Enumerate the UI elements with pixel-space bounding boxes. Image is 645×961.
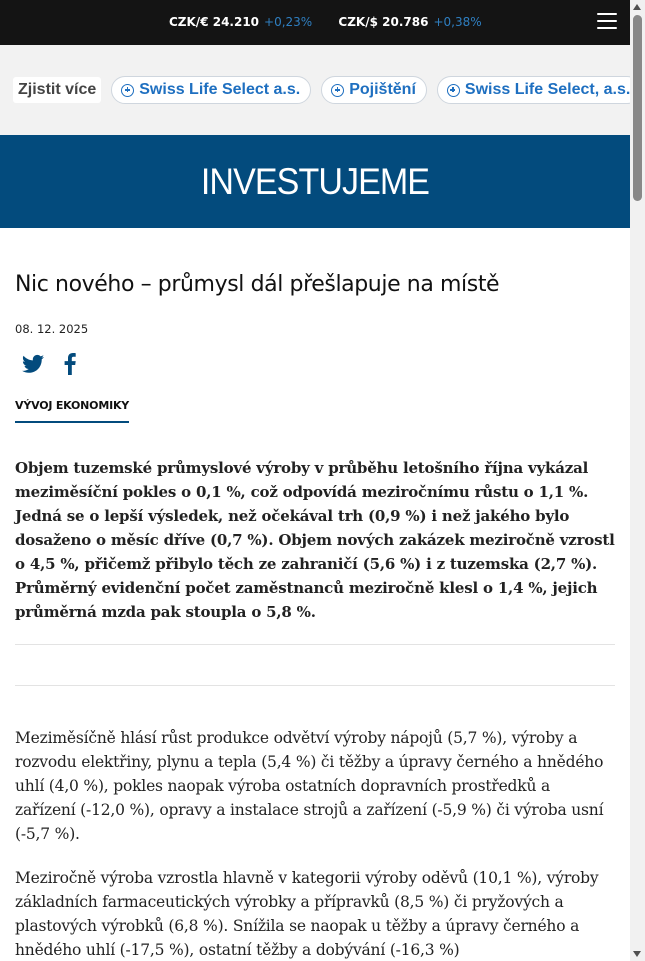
scroll-down-arrow-icon[interactable]: [633, 951, 641, 957]
divider: [15, 644, 615, 645]
plus-circle-icon: [331, 84, 344, 97]
quote-usd-change: +0,38%: [433, 15, 482, 29]
sponsored-link-pojisteni[interactable]: [321, 76, 427, 104]
sponsored-links-row: [13, 76, 630, 104]
article-paragraph: Meziměsíčně hlásí růst produkce odvětví výroby nápojů (5,7 %), výroby a rozvodu elektřiny, plynu a tepla (5,4 %) či těžby a úpravy černého a hnědého uhlí (4,0 %), pokles naopak výroba ostatních dopravních prostředků a zařízení (-12,0 %), opravy a instalace strojů a zařízení (-5,9 %) či výroba usní (-5,7 %).: [15, 729, 604, 843]
scroll-up-arrow-icon[interactable]: [633, 4, 641, 10]
sponsored-link-label: Swiss Life Select a.s.: [139, 81, 301, 98]
scrollbar-thumb[interactable]: [633, 15, 642, 201]
quote-eur[interactable]: [169, 15, 312, 29]
facebook-icon[interactable]: [64, 353, 76, 375]
twitter-icon[interactable]: [22, 354, 44, 374]
plus-circle-icon: [121, 84, 134, 97]
currency-quotes: [169, 15, 504, 29]
article-date: 08. 12. 2025: [15, 322, 89, 336]
sponsored-link-swiss-life-select[interactable]: [111, 76, 311, 104]
sponsored-link-swiss-life-select-as[interactable]: [437, 76, 630, 104]
quote-usd[interactable]: [338, 15, 481, 29]
learn-more-label: Zjistit více: [13, 77, 101, 103]
quote-eur-change: +0,23%: [264, 15, 313, 29]
divider: [15, 685, 615, 686]
quote-eur-label: CZK/€ 24.210: [169, 15, 260, 29]
sponsored-link-label: Pojištění: [349, 81, 416, 98]
currency-ticker-bar: [0, 0, 630, 45]
share-buttons: [15, 349, 615, 379]
category-tag[interactable]: VÝVOJ EKONOMIKY: [15, 399, 129, 423]
sponsored-links-strip: [0, 45, 630, 135]
article-paragraph: Meziročně výroba vzrostla hlavně v kategorii výroby oděvů (10,1 %), výroby základních farmaceutických výrobky a přípravků (8,5 %) či pryžových a plastových výrobků (6,8 %). Snížila se naopak u těžby a úpravy černého a hnědého uhlí (-17,5 %), ostatní těžby a dobývání (-16,3 %): [15, 869, 599, 959]
plus-circle-icon: [447, 84, 460, 97]
site-logo[interactable]: INVESTUJEME: [200, 161, 430, 202]
article: [0, 270, 630, 961]
hamburger-menu-icon[interactable]: [597, 13, 617, 31]
brand-banner: [0, 135, 630, 228]
article-title: Nic nového – průmysl dál přešlapuje na místě: [15, 272, 500, 297]
vertical-scrollbar[interactable]: [630, 0, 645, 961]
quote-usd-label: CZK/$ 20.786: [338, 15, 429, 29]
article-lead: Objem tuzemské průmyslové výroby v průběhu letošního října vykázal meziměsíční pokles o 0,1 %, což odpovídá meziročnímu růstu o 1,1 %. Jedná se o lepší výsledek, než očekával trh (0,9 %) i než jakého bylo dosaženo o měsíc dříve (0,7 %). Objem nových zakázek meziročně vzrostl o 4,5 %, přičemž přibylo těch ze zahraničí (5,6 %) i z tuzemska (2,7 %). Průměrný evidenční počet zaměstnanců meziročně klesl o 1,4 %, jejich průměrná mzda pak stoupla o 5,8 %.: [15, 459, 615, 621]
sponsored-link-label: Swiss Life Select, a.s.: [464, 81, 630, 98]
